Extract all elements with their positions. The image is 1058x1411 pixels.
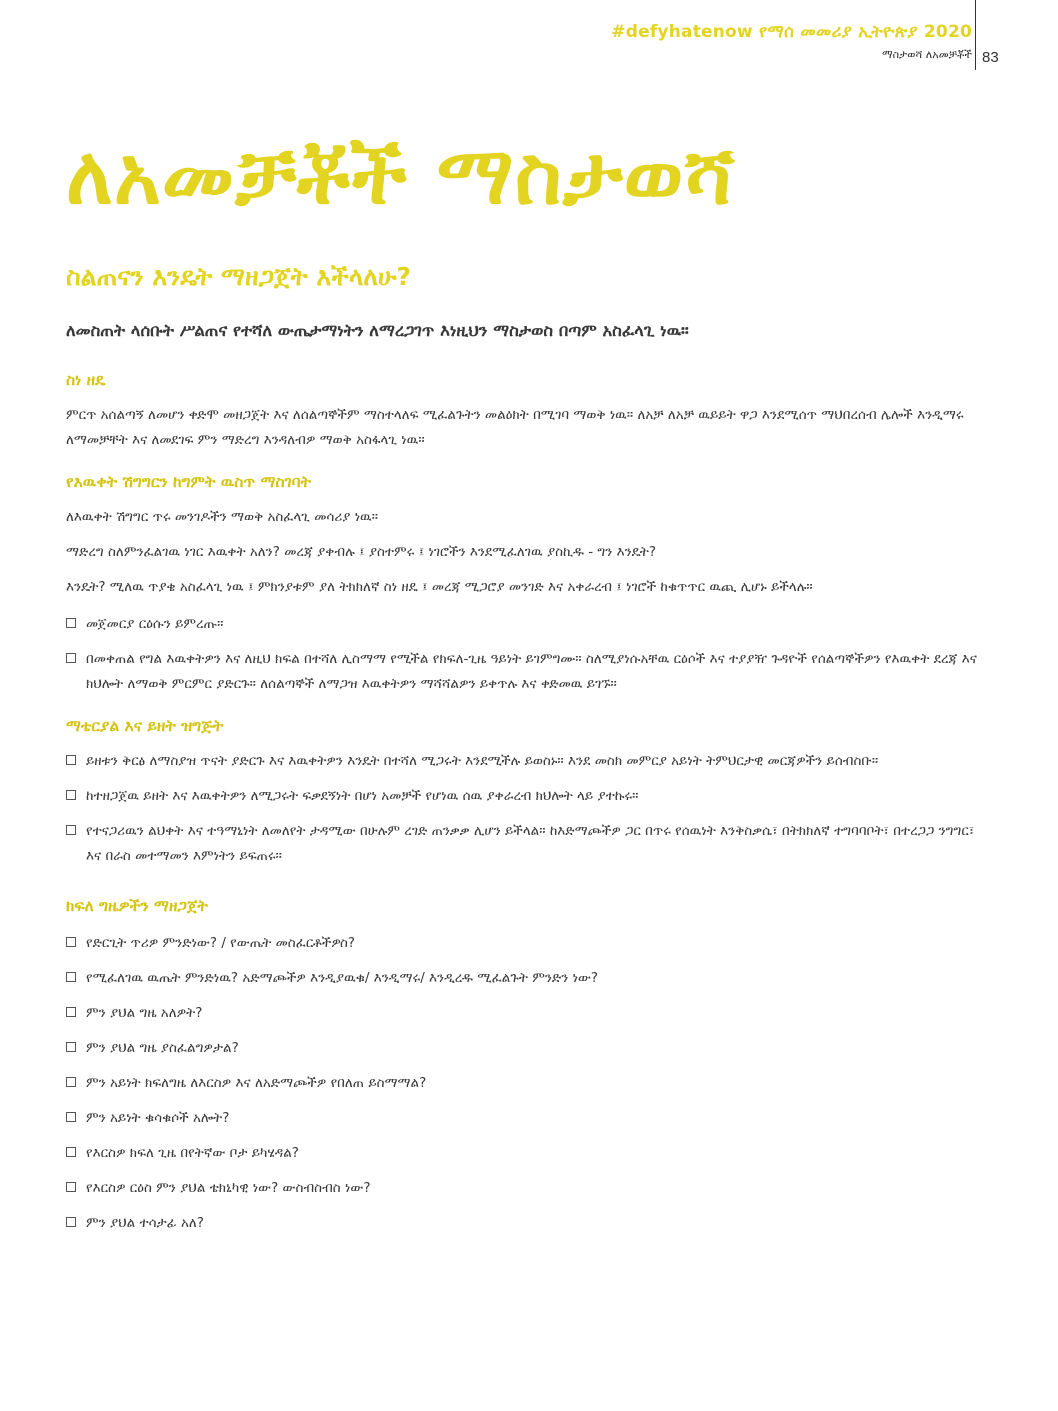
- lead-paragraph: ለመስጠት ላሰቡት ሥልጠና የተሻለ ውጤታማነትን ለማረጋገጥ እነዚህን ማስታወስ በጣም አስፈላጊ ነዉ።: [66, 321, 689, 340]
- page-title: ለአመቻቾች ማስታወሻ: [66, 128, 736, 222]
- checklist-item: [66, 1211, 986, 1236]
- section-paragraph: እንዴት? ሚለዉ ጥያቄ አስፈላጊ ነዉ ፤ ምክንያቱም ያለ ትክክለኛ ስነ ዘዴ ፤ መረጃ ሚጋሮያ መንገድ እና አቀራረብ ፤ ነገሮች ከቁጥጥር ዉጪ ሊሆኑ ይችላሉ።: [66, 579, 813, 595]
- checklist-item-text: የድርጊት ጥሪዎ ምንድነው? / የውጤት መስፈርቶችዎስ?: [86, 935, 356, 951]
- checklist-item-text: ከተዘጋጀዉ ይዘት እና እዉቀትዎን ለሚጋሩት ፍቃደኝነት በሆነ አመቻች የሆነዉ ሰዉ ያቀራረብ ክህሎት ላይ ያተኩሩ።: [86, 788, 639, 804]
- checklist-item: [66, 1001, 986, 1026]
- checklist-item: [66, 1036, 986, 1061]
- checklist-item: [66, 612, 986, 637]
- checkbox[interactable]: [66, 618, 76, 628]
- running-section-label: ማስታወሻ ለአመቻቾች: [881, 48, 972, 61]
- checkbox[interactable]: [66, 653, 76, 663]
- page-number: 83: [982, 49, 999, 66]
- checkbox[interactable]: [66, 1112, 76, 1122]
- header-divider: [975, 0, 976, 70]
- checklist-item: [66, 966, 986, 991]
- checkbox[interactable]: [66, 1077, 76, 1087]
- checkbox[interactable]: [66, 972, 76, 982]
- checklist-item-text: ይዘቱን ቅርፅ ለማስያዝ ጥናት ያድርጉ እና እዉቀትዎን እንዴት በተሻለ ሚጋሩት እንደሚችሉ ይወስኑ። እንደ መስክ መምርያ አይነት ትምህርታዊ መርጃዎችን ይሰብስቡ።: [86, 753, 879, 769]
- section-paragraph: ለእዉቀት ሽግግር ጥሩ መንገዶችን ማወቅ አስፈላጊ መሳሪያ ነዉ።: [66, 509, 379, 525]
- checklist-item-text: የእርስዎ ክፍለ ጊዜ በየትኛው ቦታ ይካሄዳል?: [86, 1145, 299, 1161]
- page-subtitle: ስልጠናን እንዴት ማዘጋጀት እችላለሁ?: [66, 262, 412, 291]
- checkbox[interactable]: [66, 1182, 76, 1192]
- checkbox[interactable]: [66, 1007, 76, 1017]
- section-materials: [66, 715, 986, 869]
- section-methodology: [66, 369, 986, 453]
- checklist-item: [66, 1176, 986, 1201]
- checkbox[interactable]: [66, 1217, 76, 1227]
- checklist-item-text: የተናጋሪዉን ልህቀት እና ተዓማኒነት ለመለየት ታዳሚው በሁሉም ረገድ ጠንቃቃ ሊሆን ይችላል። ከእድማጮችዎ ጋር በጥሩ የሰዉነት እንቅስቃሴ፣ በትክክለኛ ተግባባቦት፣ በተረጋጋ ንግግር፣ እና በራስ መተማመን እምነትን ይፍጠሩ።: [86, 823, 975, 864]
- checklist-item-text: የሚፈለገዉ ዉጤት ምንድነዉ? አድማጮችዎ እንዲያዉቁ/ እንዲማሩ/ እንዲረዱ ሚፈልጉት ምንድን ነው?: [86, 970, 599, 986]
- section-heading: ክፍለ ግዜዎችን ማዘጋጀት: [66, 897, 208, 915]
- section-heading: ስነ ዘዴ: [66, 371, 106, 389]
- checklist-item-text: በመቀጠል የግል እዉቀትዎን እና ለዚህ ክፍል በተሻለ ሊስማማ የሚችል የክፍለ-ጊዜ ዓይነት ይገምግሙ። ስለሚያነሱአቸዉ ርዕሶች እና ተያያዥ ጉዳዮች የሰልጣኞችዎን የእዉቀት ደረጃ እና ክህሎት ለማወቅ ምርምር ያድርጉ። ለሰልጣኞች ለማጋዝ እዉቀትዎን ማሻሻልዎን ይቀጥሉ እና ቀድመዉ ይገኙ።: [86, 651, 977, 692]
- checklist-item: [66, 647, 986, 697]
- checklist-item: [66, 1141, 986, 1166]
- checklist-item: [66, 784, 986, 809]
- checklist-item-text: ምን ያህል ተሳታፊ አለ?: [86, 1215, 204, 1231]
- publication-title: #defyhatenow የማሰ መመሪያ ኢትዮጵያ 2020: [611, 22, 972, 42]
- checklist-item-text: የእርስዎ ርዕስ ምን ያህል ቴክኒካዊ ነው? ውስብስብስ ነው?: [86, 1180, 371, 1196]
- checklist-item-text: ምን ያህል ግዜ አለዎት?: [86, 1005, 203, 1021]
- checkbox[interactable]: [66, 755, 76, 765]
- checklist-item: [66, 819, 986, 869]
- page-content: [66, 110, 986, 1236]
- section-paragraph: ማድረግ ስለምንፈልገዉ ነገር እዉቀት አለን? መረጃ ያቀብሉ ፤ ያስተምሩ ፤ ነገሮችን እንደሚፈለገዉ ያስኪዱ - ግን እንዴት?: [66, 544, 657, 560]
- section-knowledge-transfer: [66, 471, 986, 697]
- checklist: [66, 612, 986, 697]
- checklist-item-text: ምን አይነት ክፍለግዜ ለእርስዎ እና ለአድማጮችዎ የበለጠ ይስማማል?: [86, 1075, 427, 1091]
- section-heading: የእዉቀት ሽግግርን ከግምት ዉስጥ ማስገባት: [66, 473, 311, 491]
- checkbox[interactable]: [66, 937, 76, 947]
- checklist-item: [66, 1071, 986, 1096]
- checkbox[interactable]: [66, 1042, 76, 1052]
- checklist-item: [66, 931, 986, 956]
- checklist: [66, 749, 986, 869]
- checkbox[interactable]: [66, 1147, 76, 1157]
- checklist-item-text: ምን ያህል ግዜ ያስፈልግዎታል?: [86, 1040, 239, 1056]
- section-heading: ማቴርያል እና ይዘት ዝግጅት: [66, 717, 224, 735]
- checkbox[interactable]: [66, 825, 76, 835]
- section-paragraph: ምርጥ አሰልጣኝ ለመሆን ቀድሞ መዘጋጀት እና ለሰልጣኞችም ማስተላለፍ ሚፈልጉትን መልዕክት በሚገባ ማወቅ ነዉ። ለአቻ ለአቻ ዉይይት ዋጋ እንደሚሰጥ ማህበረሰብ ሌሎች እንዲማሩ ለማመቻቸት እና ለመደገፍ ምን ማድረግ እንዳለብዎ ማወቅ አስፋላጊ ነዉ።: [66, 407, 964, 448]
- section-session-prep: [66, 895, 986, 1236]
- checklist-item-text: ምን አይነት ቁሳቁሶች አሎት?: [86, 1110, 230, 1126]
- checklist-item: [66, 749, 986, 774]
- running-header: [611, 22, 972, 62]
- checklist-item: [66, 1106, 986, 1131]
- checkbox[interactable]: [66, 790, 76, 800]
- checklist: [66, 931, 986, 1236]
- checklist-item-text: መጀመርያ ርዕሱን ይምረጡ።: [86, 616, 224, 632]
